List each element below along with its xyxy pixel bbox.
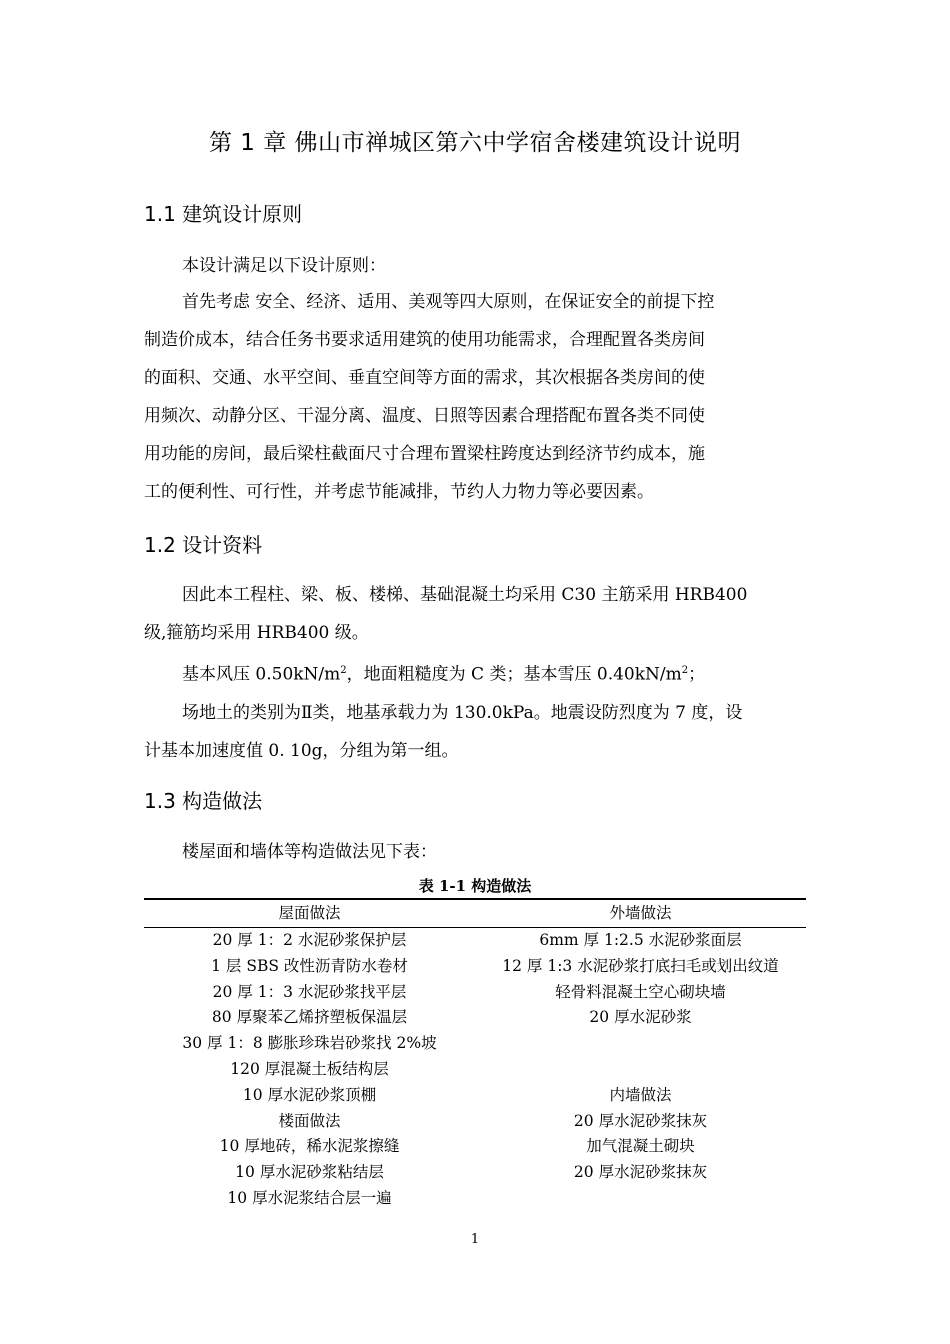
table-cell: 12 厚 1:3 水泥砂浆打底扫毛或划出纹道 bbox=[502, 956, 779, 975]
table-cell: 20 厚水泥砂浆 bbox=[589, 1008, 692, 1027]
table-caption: 表 1-1 构造做法 bbox=[418, 877, 532, 895]
table-cell: 内墙做法 bbox=[609, 1085, 672, 1104]
materials-line bbox=[144, 576, 806, 614]
materials-text: 因此本工程柱、梁、板、楼梯、基础混凝土均采用 C30 主筋采用 HRB400 bbox=[182, 585, 748, 605]
table-cell: 10 厚水泥浆结合层一遍 bbox=[227, 1188, 392, 1207]
body-line: 用频次、动静分区、干湿分离、温度、日照等因素合理搭配布置各类不同使 bbox=[144, 406, 705, 426]
body-line: 的面积、交通、水平空间、垂直空间等方面的需求，其次根据各类房间的使 bbox=[144, 368, 705, 388]
section-1-3-intro bbox=[144, 833, 806, 871]
table-cell: 1 层 SBS 改性沥青防水卷材 bbox=[211, 956, 408, 975]
table-cell: 120 厚混凝土板结构层 bbox=[230, 1059, 389, 1078]
section-1-1-intro bbox=[144, 247, 806, 285]
body-line: 制造价成本，结合任务书要求适用建筑的使用功能需求，合理配置各类房间 bbox=[144, 330, 705, 350]
table-cell: 轻骨料混凝土空心砌块墙 bbox=[555, 982, 726, 1001]
materials-line: 级,箍筋均采用 HRB400 级。 bbox=[144, 623, 369, 643]
wind-pressure-text: 基本风压 0.50kN/m bbox=[182, 664, 341, 685]
table-cell bbox=[475, 1031, 806, 1057]
intro-text: 楼屋面和墙体等构造做法见下表： bbox=[182, 842, 437, 862]
table-cell: 6mm 厚 1:2.5 水泥砂浆面层 bbox=[539, 931, 742, 949]
table-cell: 10 厚水泥砂浆顶棚 bbox=[242, 1085, 377, 1104]
site-text: 场地土的类别为Ⅱ类，地基承载力为 130.0kPa。地震设防烈度为 7 度，设 bbox=[182, 702, 743, 723]
body-line bbox=[144, 283, 806, 321]
site-line: 计基本加速度值 0. 10g，分组为第一组。 bbox=[144, 740, 459, 761]
table-cell: 加气混凝土砌块 bbox=[586, 1137, 695, 1156]
table-cell: 20 厚 1：2 水泥砂浆保护层 bbox=[212, 931, 407, 949]
load-line bbox=[144, 652, 806, 694]
body-line-text: 首先考虑 安全、经济、适用、美观等四大原则，在保证安全的前提下控 bbox=[182, 292, 715, 312]
table-cell: 10 厚地砖，稀水泥浆擦缝 bbox=[219, 1137, 400, 1156]
table-cell bbox=[475, 1186, 806, 1212]
load-line-suffix: ； bbox=[688, 664, 706, 685]
table-cell: 20 厚 1：3 水泥砂浆找平层 bbox=[212, 982, 407, 1001]
table-column-right bbox=[475, 902, 806, 1212]
wind-unit-superscript: 2 bbox=[340, 665, 347, 676]
body-line: 用功能的房间，最后梁柱截面尺寸合理布置梁柱跨度达到经济节约成本，施 bbox=[144, 444, 705, 464]
section-1-1-body bbox=[144, 283, 806, 511]
table-column-left bbox=[144, 902, 475, 1212]
table-cell: 80 厚聚苯乙烯挤塑板保温层 bbox=[211, 1008, 408, 1027]
section-1-2-body bbox=[144, 576, 806, 770]
section-1-1-title: 1.1 建筑设计原则 bbox=[144, 202, 303, 226]
snow-pressure-text: ，地面粗糙度为 C 类；基本雪压 0.40kN/m bbox=[346, 664, 682, 685]
page-number: 1 bbox=[470, 1232, 480, 1247]
table-header-exterior-wall: 外墙做法 bbox=[609, 904, 672, 922]
body-line: 工的便利性、可行性，并考虑节能减排，节约人力物力等必要因素。 bbox=[144, 482, 654, 502]
site-line bbox=[144, 694, 806, 732]
table-top-rule bbox=[144, 898, 806, 900]
table-cell: 10 厚水泥砂浆粘结层 bbox=[235, 1163, 384, 1182]
chapter-title: 第 1 章 佛山市禅城区第六中学宿舍楼建筑设计说明 bbox=[208, 130, 742, 156]
snow-unit-superscript: 2 bbox=[681, 665, 689, 676]
section-1-2-title: 1.2 设计资料 bbox=[144, 533, 263, 557]
table-cell: 20 厚水泥砂浆抹灰 bbox=[573, 1163, 708, 1182]
section-1-3-title: 1.3 构造做法 bbox=[144, 789, 263, 813]
intro-text: 本设计满足以下设计原则： bbox=[182, 256, 386, 276]
table-cell: 30 厚 1：8 膨胀珍珠岩砂浆找 2%坡 bbox=[182, 1034, 437, 1053]
table-cell: 楼面做法 bbox=[278, 1111, 341, 1130]
table-cell bbox=[475, 1057, 806, 1083]
table-header-roof: 屋面做法 bbox=[278, 904, 341, 922]
table-cell: 20 厚水泥砂浆抹灰 bbox=[573, 1111, 708, 1130]
